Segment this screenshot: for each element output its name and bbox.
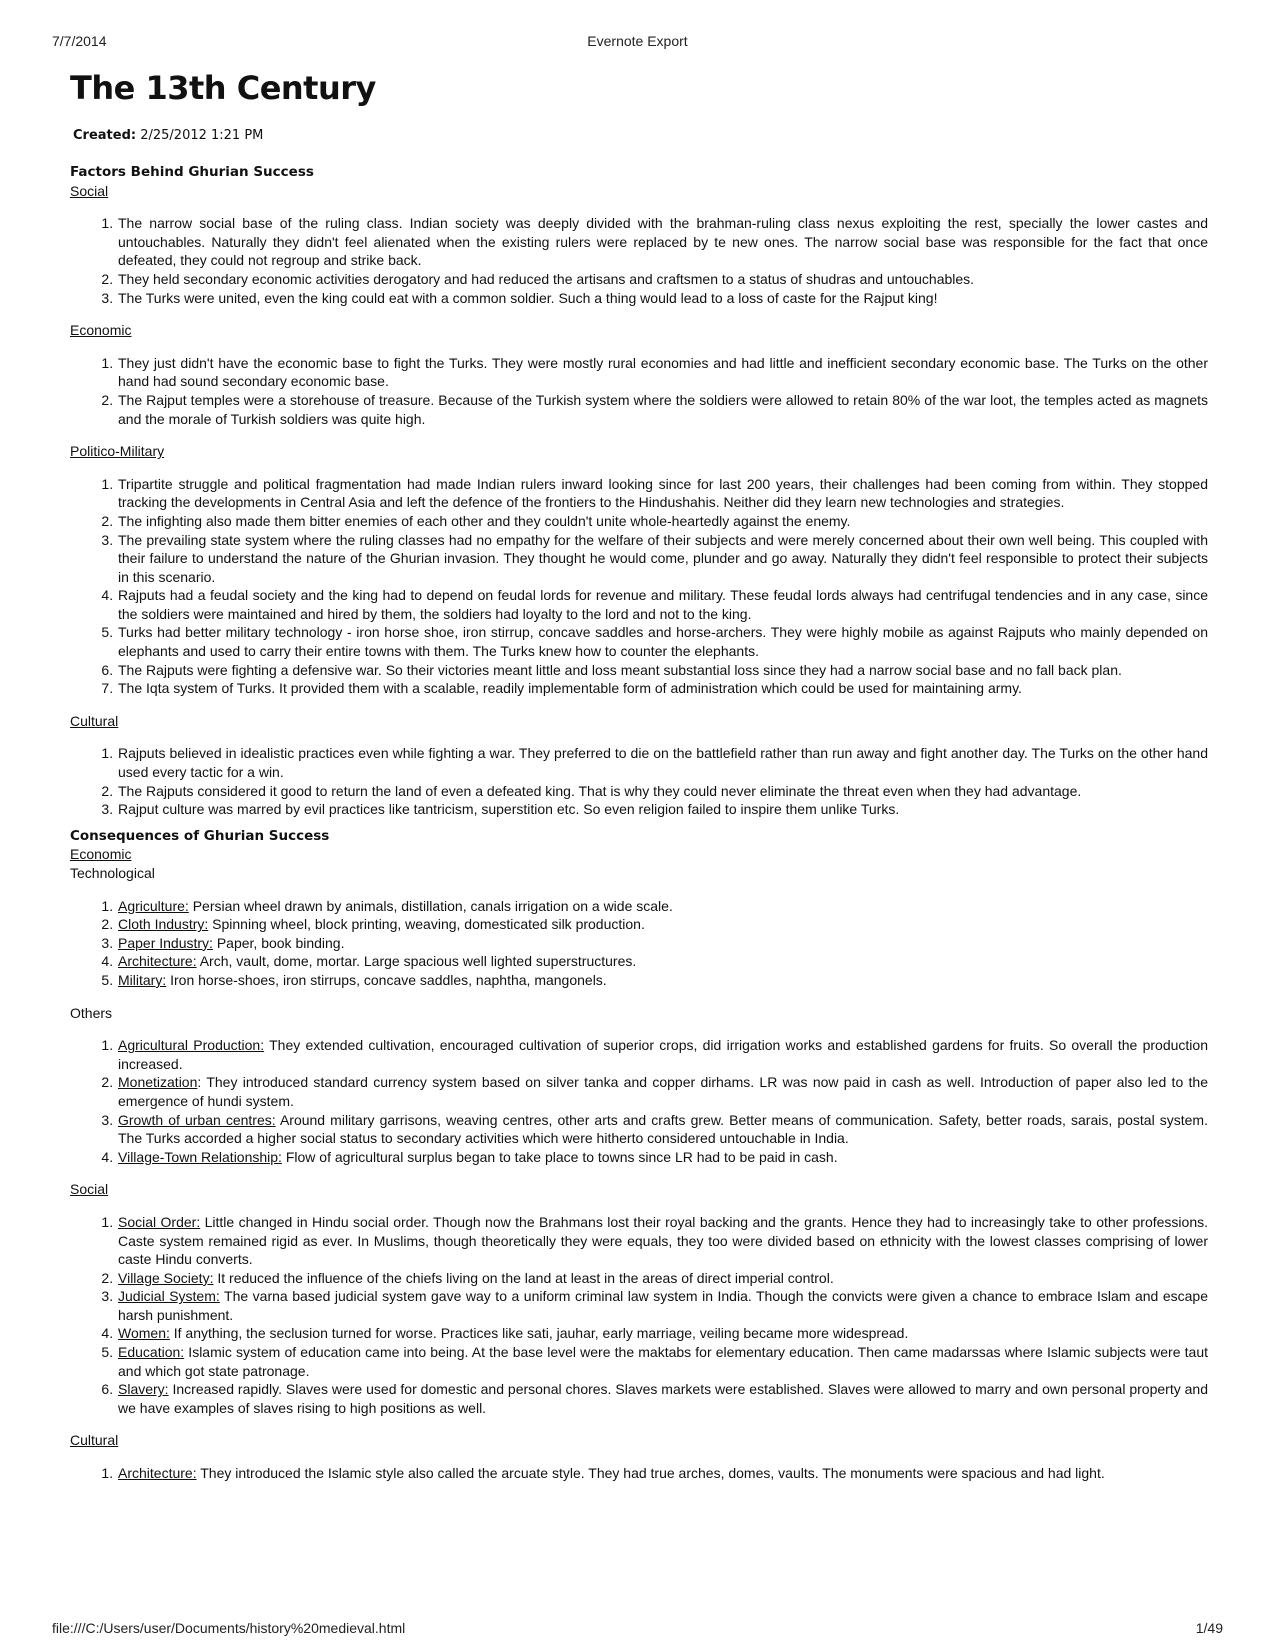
term-text: Paper, book binding. bbox=[212, 934, 345, 951]
print-page-number: 1/49 bbox=[1195, 1620, 1223, 1636]
list-item bbox=[117, 1148, 1208, 1167]
list-item: 3. The Turks were united, even the king could eat with a common soldier. Such a thing would lead to a loss of caste for the Rajput king! bbox=[117, 289, 1208, 308]
term: Growth of urban centres: bbox=[118, 1111, 276, 1128]
list-item: 3. The prevailing state system where the ruling classes had no empathy for the welfare of their subjects and were merely concerned about their own well being. This coupled with their failure to understand the nature of the Ghurian invasion. They thought he would come, plunder and go away. Naturally they didn't feel responsible to protect their subjects in this scenario. bbox=[117, 531, 1208, 587]
list-item: 6. The Rajputs were fighting a defensive war. So their victories meant little and loss meant substantial loss since they had a narrow social base and no fall back plan. bbox=[117, 661, 1208, 680]
term-text: They introduced the Islamic style also called the arcuate style. They had true arches, domes, vaults. The monuments were spacious and had light. bbox=[196, 1465, 1105, 1482]
list-item: 1. Rajputs believed in idealistic practices even while fighting a war. They preferred to die on the battlefield rather than run away and fight another day. The Turks on the other hand used every tactic for a win. bbox=[117, 744, 1208, 781]
list-item: 7. The Iqta system of Turks. It provided them with a scalable, readily implementable form of administration which could be used for maintaining army. bbox=[117, 679, 1208, 698]
list-item bbox=[117, 1343, 1208, 1380]
list-item bbox=[117, 1287, 1208, 1324]
list-item bbox=[117, 952, 1208, 971]
list-item: 2. The infighting also made them bitter enemies of each other and they couldn't unite whole-heartedly against the enemy. bbox=[117, 512, 1208, 531]
term-text: Around military garrisons, weaving centres, other arts and crafts grew. Better means of communication. Safety, better roads, sarais, postal system. The Turks accorded a higher social status to secondary activities which were hitherto considered untouchable in India. bbox=[118, 1111, 1208, 1147]
list-item: 1. Tripartite struggle and political fragmentation had made Indian rulers inward looking since for last 200 years, their challenges had been coming from within. They stopped tracking the developments in Central Asia and left the defence of the frontiers to the Hindushahis. Neither did they learn new technologies and strategies. bbox=[117, 475, 1208, 512]
list-item bbox=[117, 897, 1208, 916]
created-value: 2/25/2012 1:21 PM bbox=[140, 128, 264, 143]
term: Judicial System: bbox=[118, 1288, 220, 1305]
list-item: 5. Turks had better military technology - iron horse shoe, iron stirrup, concave saddles and horse-archers. They were highly mobile as against Rajputs who mainly depended on elephants and used to carry their entire towns with them. The Turks knew how to counter the elephants. bbox=[117, 623, 1208, 660]
factors-social-label: Social bbox=[70, 182, 109, 199]
consequences-economic-label: Economic bbox=[70, 846, 132, 863]
consequences-cultural-list bbox=[70, 1464, 1208, 1483]
term: Agricultural Production: bbox=[118, 1037, 265, 1054]
list-item: 3. Rajput culture was marred by evil practices like tantricism, superstition etc. So even religion failed to inspire them unlike Turks. bbox=[117, 800, 1208, 819]
term: Slavery: bbox=[118, 1381, 169, 1398]
consequences-cultural-label: Cultural bbox=[70, 1432, 119, 1449]
print-file-path: file:///C:/Users/user/Documents/history%20medieval.html bbox=[52, 1620, 406, 1636]
consequences-heading: Consequences of Ghurian Success bbox=[70, 827, 330, 844]
factors-cultural-list bbox=[70, 744, 1208, 818]
term-text: : They introduced standard currency system based on silver tanka and copper dirhams. LR was now paid in cash as well. Introduction of paper also led to the emergence of hundi system. bbox=[118, 1074, 1208, 1109]
factors-cultural-label: Cultural bbox=[70, 712, 119, 729]
term-text: Persian wheel drawn by animals, distillation, canals irrigation on a wide scale. bbox=[188, 897, 673, 914]
term: Monetization bbox=[118, 1074, 198, 1091]
print-header-title: Evernote Export bbox=[587, 33, 688, 49]
factors-social-list bbox=[70, 214, 1208, 307]
list-item bbox=[117, 1111, 1208, 1148]
term-text: They extended cultivation, encouraged cultivation of superior crops, did irrigation works and established gardens for fruits. So overall the production increased. bbox=[118, 1037, 1208, 1072]
term: Agriculture: bbox=[118, 897, 189, 914]
list-item: 2. The Rajput temples were a storehouse of treasure. Because of the Turkish system where the soldiers were allowed to retain 80% of the war loot, the temples acted as magnets and the morale of Turkish soldiers was quite high. bbox=[117, 391, 1208, 428]
list-item bbox=[117, 1213, 1208, 1269]
term-text: If anything, the seclusion turned for worse. Practices like sati, jauhar, early marriage, veiling became more widespread. bbox=[169, 1325, 909, 1342]
term: Village-Town Relationship: bbox=[118, 1148, 282, 1165]
consequences-social-label: Social bbox=[70, 1181, 109, 1198]
factors-politico-list bbox=[70, 475, 1208, 698]
technological-label: Technological bbox=[70, 865, 155, 881]
term: Village Society: bbox=[118, 1269, 214, 1286]
list-item bbox=[117, 915, 1208, 934]
list-item: 1. The narrow social base of the ruling class. Indian society was deeply divided with the brahman-ruling class nexus exploiting the rest, specially the lower castes and untouchables. Naturally they didn't feel alienated when the existing rulers were replaced by te new ones. The narrow social base was responsible for the fact that once defeated, they could not regroup and strike back. bbox=[117, 214, 1208, 270]
term: Women: bbox=[118, 1325, 170, 1342]
factors-economic-label: Economic bbox=[70, 322, 132, 339]
term: Social Order: bbox=[118, 1213, 201, 1230]
term-text: Iron horse-shoes, iron stirrups, concave saddles, naphtha, mangonels. bbox=[166, 971, 607, 988]
print-date: 7/7/2014 bbox=[52, 33, 107, 49]
list-item bbox=[117, 1269, 1208, 1288]
term: Military: bbox=[118, 971, 167, 988]
list-item bbox=[117, 971, 1208, 990]
list-item: 2. The Rajputs considered it good to return the land of even a defeated king. That is why they could never eliminate the threat even when they had advantage. bbox=[117, 782, 1208, 801]
term-text: Little changed in Hindu social order. Though now the Brahmans lost their royal backing and the grants. Hence they had to increasingly take to other professions. Caste system remained rigid as ever. In Muslims, though theoretically they were equals, they too were divided based on ethnicity with the lowest classes comprising of lower caste Hindu converts. bbox=[118, 1213, 1208, 1268]
term-text: Islamic system of education came into being. At the base level were the maktabs for elementary education. Then came madarssas where Islamic subjects were taut and which got state patronage. bbox=[118, 1344, 1208, 1379]
term-text: It reduced the influence of the chiefs living on the land at least in the areas of direct imperial control. bbox=[213, 1269, 834, 1286]
technological-list bbox=[70, 897, 1208, 990]
term-text: Arch, vault, dome, mortar. Large spacious well lighted superstructures. bbox=[196, 953, 637, 970]
note-content bbox=[70, 66, 1208, 1497]
list-item bbox=[117, 1380, 1208, 1417]
list-item bbox=[117, 934, 1208, 953]
factors-heading: Factors Behind Ghurian Success bbox=[70, 164, 314, 180]
term-text: The varna based judicial system gave way to a uniform criminal law system in India. Though the convicts were given a chance to embrace Islam and escape harsh punishment. bbox=[118, 1288, 1208, 1323]
term: Cloth Industry: bbox=[118, 916, 209, 933]
others-list bbox=[70, 1036, 1208, 1166]
list-item bbox=[117, 1464, 1208, 1483]
term: Architecture: bbox=[118, 1465, 197, 1482]
term: Architecture: bbox=[118, 953, 197, 970]
factors-economic-list bbox=[70, 354, 1208, 428]
factors-politico-label: Politico-Military bbox=[70, 443, 165, 460]
others-label: Others bbox=[70, 1004, 113, 1021]
consequences-social-list bbox=[70, 1213, 1208, 1418]
list-item bbox=[117, 1036, 1208, 1073]
term-text: Flow of agricultural surplus began to take place to towns since LR had to be paid in cash. bbox=[281, 1148, 838, 1165]
created-meta bbox=[73, 128, 1208, 143]
page-title: The 13th Century bbox=[70, 69, 376, 107]
list-item bbox=[117, 1073, 1208, 1110]
term: Education: bbox=[118, 1344, 185, 1361]
list-item: 2. They held secondary economic activities derogatory and had reduced the artisans and craftsmen to a status of shudras and untouchables. bbox=[117, 270, 1208, 289]
term: Paper Industry: bbox=[118, 934, 213, 951]
term-text: Spinning wheel, block printing, weaving, domesticated silk production. bbox=[208, 916, 645, 933]
list-item bbox=[117, 1324, 1208, 1343]
created-label: Created: bbox=[73, 128, 137, 143]
term-text: Increased rapidly. Slaves were used for domestic and personal chores. Slaves markets were established. Slaves were allowed to marry and own personal property and we have examples of slaves rising to high positions as well. bbox=[118, 1381, 1208, 1416]
list-item: 1. They just didn't have the economic base to fight the Turks. They were mostly rural economies and had little and inefficient secondary economic base. The Turks on the other hand had sound secondary economic base. bbox=[117, 354, 1208, 391]
list-item: 4. Rajputs had a feudal society and the king had to depend on feudal lords for revenue and military. These feudal lords always had centrifugal tendencies and in any case, since the soldiers were maintained and hired by them, the soldiers had loyalty to the lord and not to the king. bbox=[117, 586, 1208, 623]
